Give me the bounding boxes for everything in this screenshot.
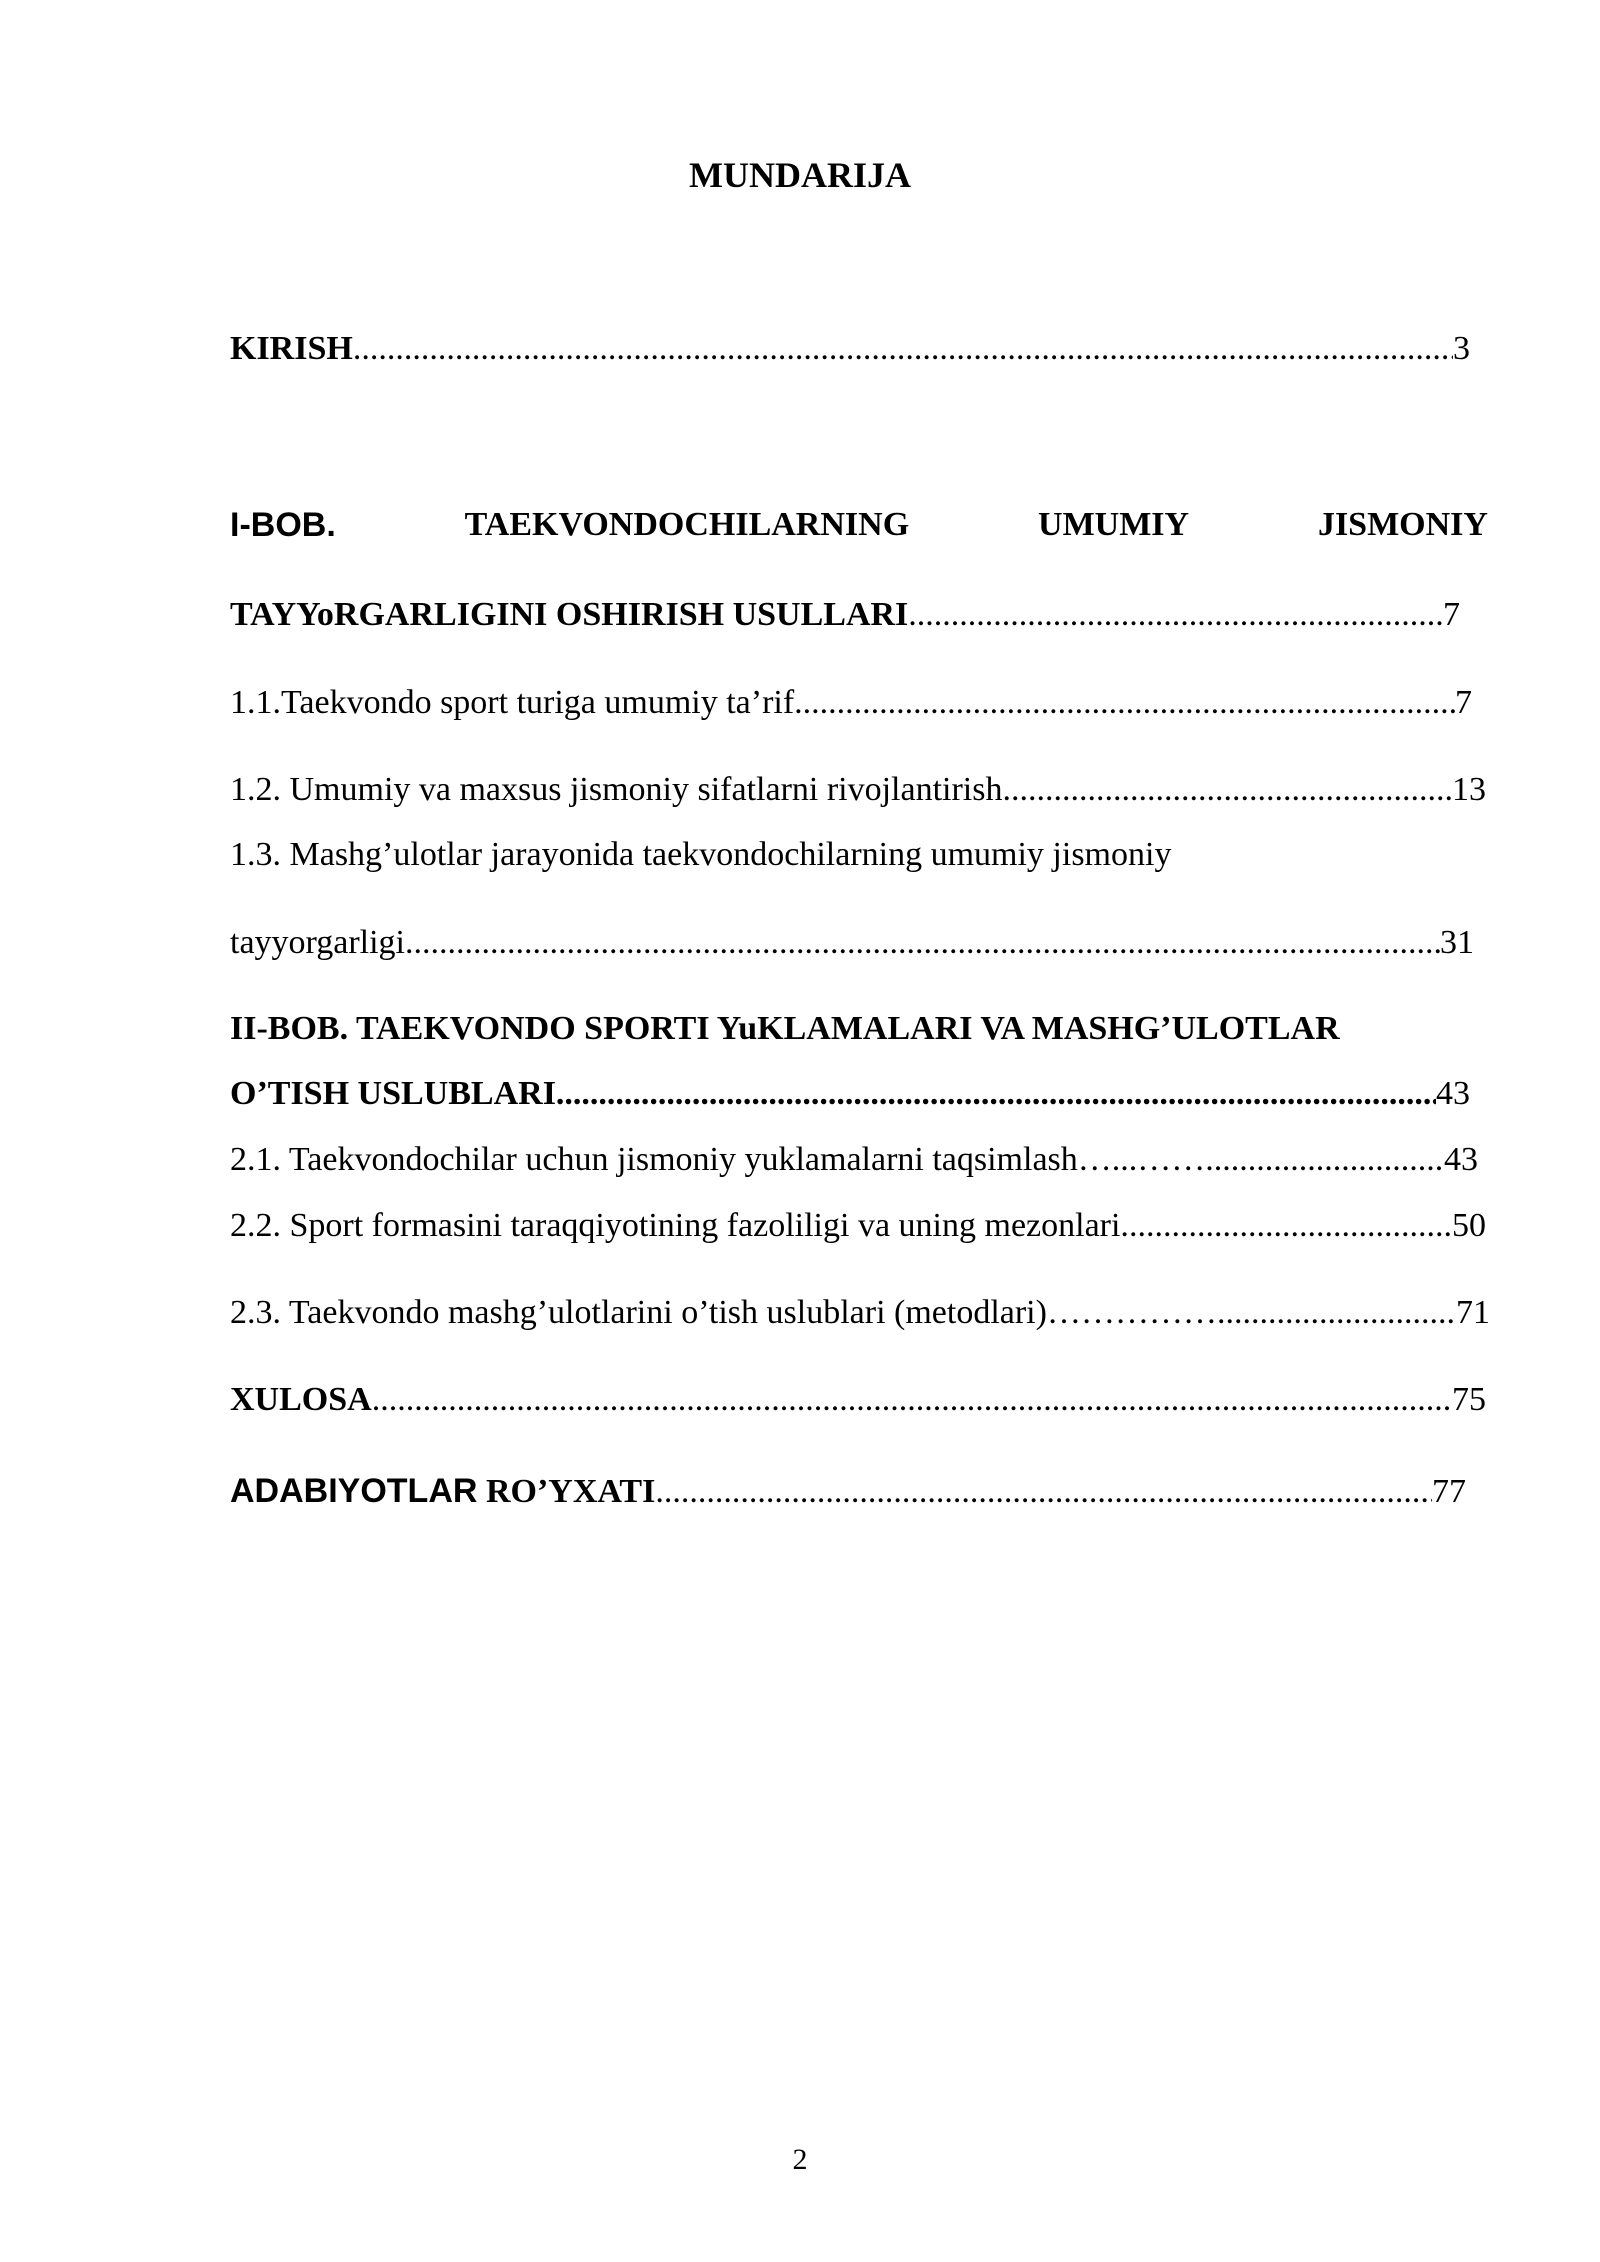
dot-leader	[794, 686, 1455, 720]
dot-leader	[655, 1475, 1432, 1509]
toc-label: tayyorgarligi.	[230, 924, 414, 961]
toc-label-part: ADABIYOTLAR	[230, 1472, 478, 1510]
toc-page-number: 7	[1443, 596, 1460, 633]
toc-page-number: 7	[1455, 684, 1472, 721]
toc-entry-adabiyotlar[interactable]	[230, 1474, 1466, 1509]
toc-label: KIRISH	[230, 330, 353, 367]
toc-chapter-1-heading[interactable]	[230, 508, 1488, 542]
toc-entry-chapter-2[interactable]	[230, 1077, 1470, 1111]
toc-page-number: 31	[1440, 924, 1474, 961]
toc-label: XULOSA	[230, 1381, 372, 1418]
heading-word: JISMONIY	[1317, 506, 1488, 543]
toc-entry-kirish[interactable]	[230, 332, 1470, 366]
heading-word: UMUMIY	[1038, 506, 1190, 543]
toc-entry-2-3[interactable]	[230, 1296, 1490, 1330]
dot-leader	[353, 332, 1453, 366]
toc-entry-2-2[interactable]	[230, 1209, 1486, 1243]
toc-label: 2.1. Taekvondochilar uchun jismoniy yuklamalarni taqsimlash…...……	[230, 1141, 1206, 1178]
dot-leader	[1129, 1209, 1452, 1243]
dot-leader	[1217, 1296, 1456, 1330]
toc-chapter-2-heading[interactable]: II-BOB. TAEKVONDO SPORTI YuKLAMALARI VA MASHG’ULOTLAR	[230, 1010, 1340, 1047]
dot-leader	[414, 926, 1441, 960]
dot-leader	[1205, 1143, 1444, 1177]
toc-label: 2.2. Sport formasini taraqqiyotining fazoliligi va uning mezonlari.	[230, 1207, 1129, 1244]
toc-entry-1-1[interactable]	[230, 686, 1472, 720]
dot-leader	[372, 1383, 1452, 1417]
toc-entry-1-3[interactable]	[230, 926, 1474, 960]
toc-entry-chapter-1[interactable]	[230, 598, 1460, 632]
page-title: MUNDARIJA	[689, 155, 911, 195]
heading-word: TAEKVONDOCHILARNING	[464, 506, 910, 543]
toc-entry-1-3-line1[interactable]: 1.3. Mashg’ulotlar jarayonida taekvondochilarning umumiy jismoniy	[230, 836, 1172, 873]
toc-label: 1.1.Taekvondo sport turiga umumiy ta’rif	[230, 684, 795, 721]
toc-page-number: 3	[1453, 330, 1470, 367]
dot-leader	[564, 1077, 1436, 1111]
dot-leader	[1003, 773, 1453, 807]
dot-leader	[908, 598, 1443, 632]
toc-page-number: 50	[1452, 1207, 1486, 1244]
toc-entry-2-1[interactable]	[230, 1143, 1478, 1177]
toc-page-number: 77	[1432, 1473, 1466, 1510]
toc-label-part: RO’YXATI	[477, 1473, 656, 1510]
toc-page-number: 13	[1452, 771, 1486, 808]
toc-label: O’TISH USLUBLARI.	[230, 1075, 565, 1112]
toc-page-number: 43	[1444, 1141, 1478, 1178]
toc-label: 2.3. Taekvondo mashg’ulotlarini o’tish uslublari (metodlari)……………	[230, 1294, 1217, 1331]
toc-label: TAYYoRGARLIGINI OSHIRISH USULLARI	[230, 596, 909, 633]
toc-page-number: 43	[1436, 1075, 1470, 1112]
toc-entry-xulosa[interactable]	[230, 1383, 1486, 1417]
chapter-number: I-BOB.	[230, 506, 336, 544]
toc-entry-1-2[interactable]	[230, 773, 1486, 807]
toc-page-number: 71	[1456, 1294, 1490, 1331]
page-number: 2	[792, 2143, 808, 2176]
toc-page-number: 75	[1452, 1381, 1486, 1418]
toc-label: 1.2. Umumiy va maxsus jismoniy sifatlarni rivojlantirish	[230, 771, 1003, 808]
